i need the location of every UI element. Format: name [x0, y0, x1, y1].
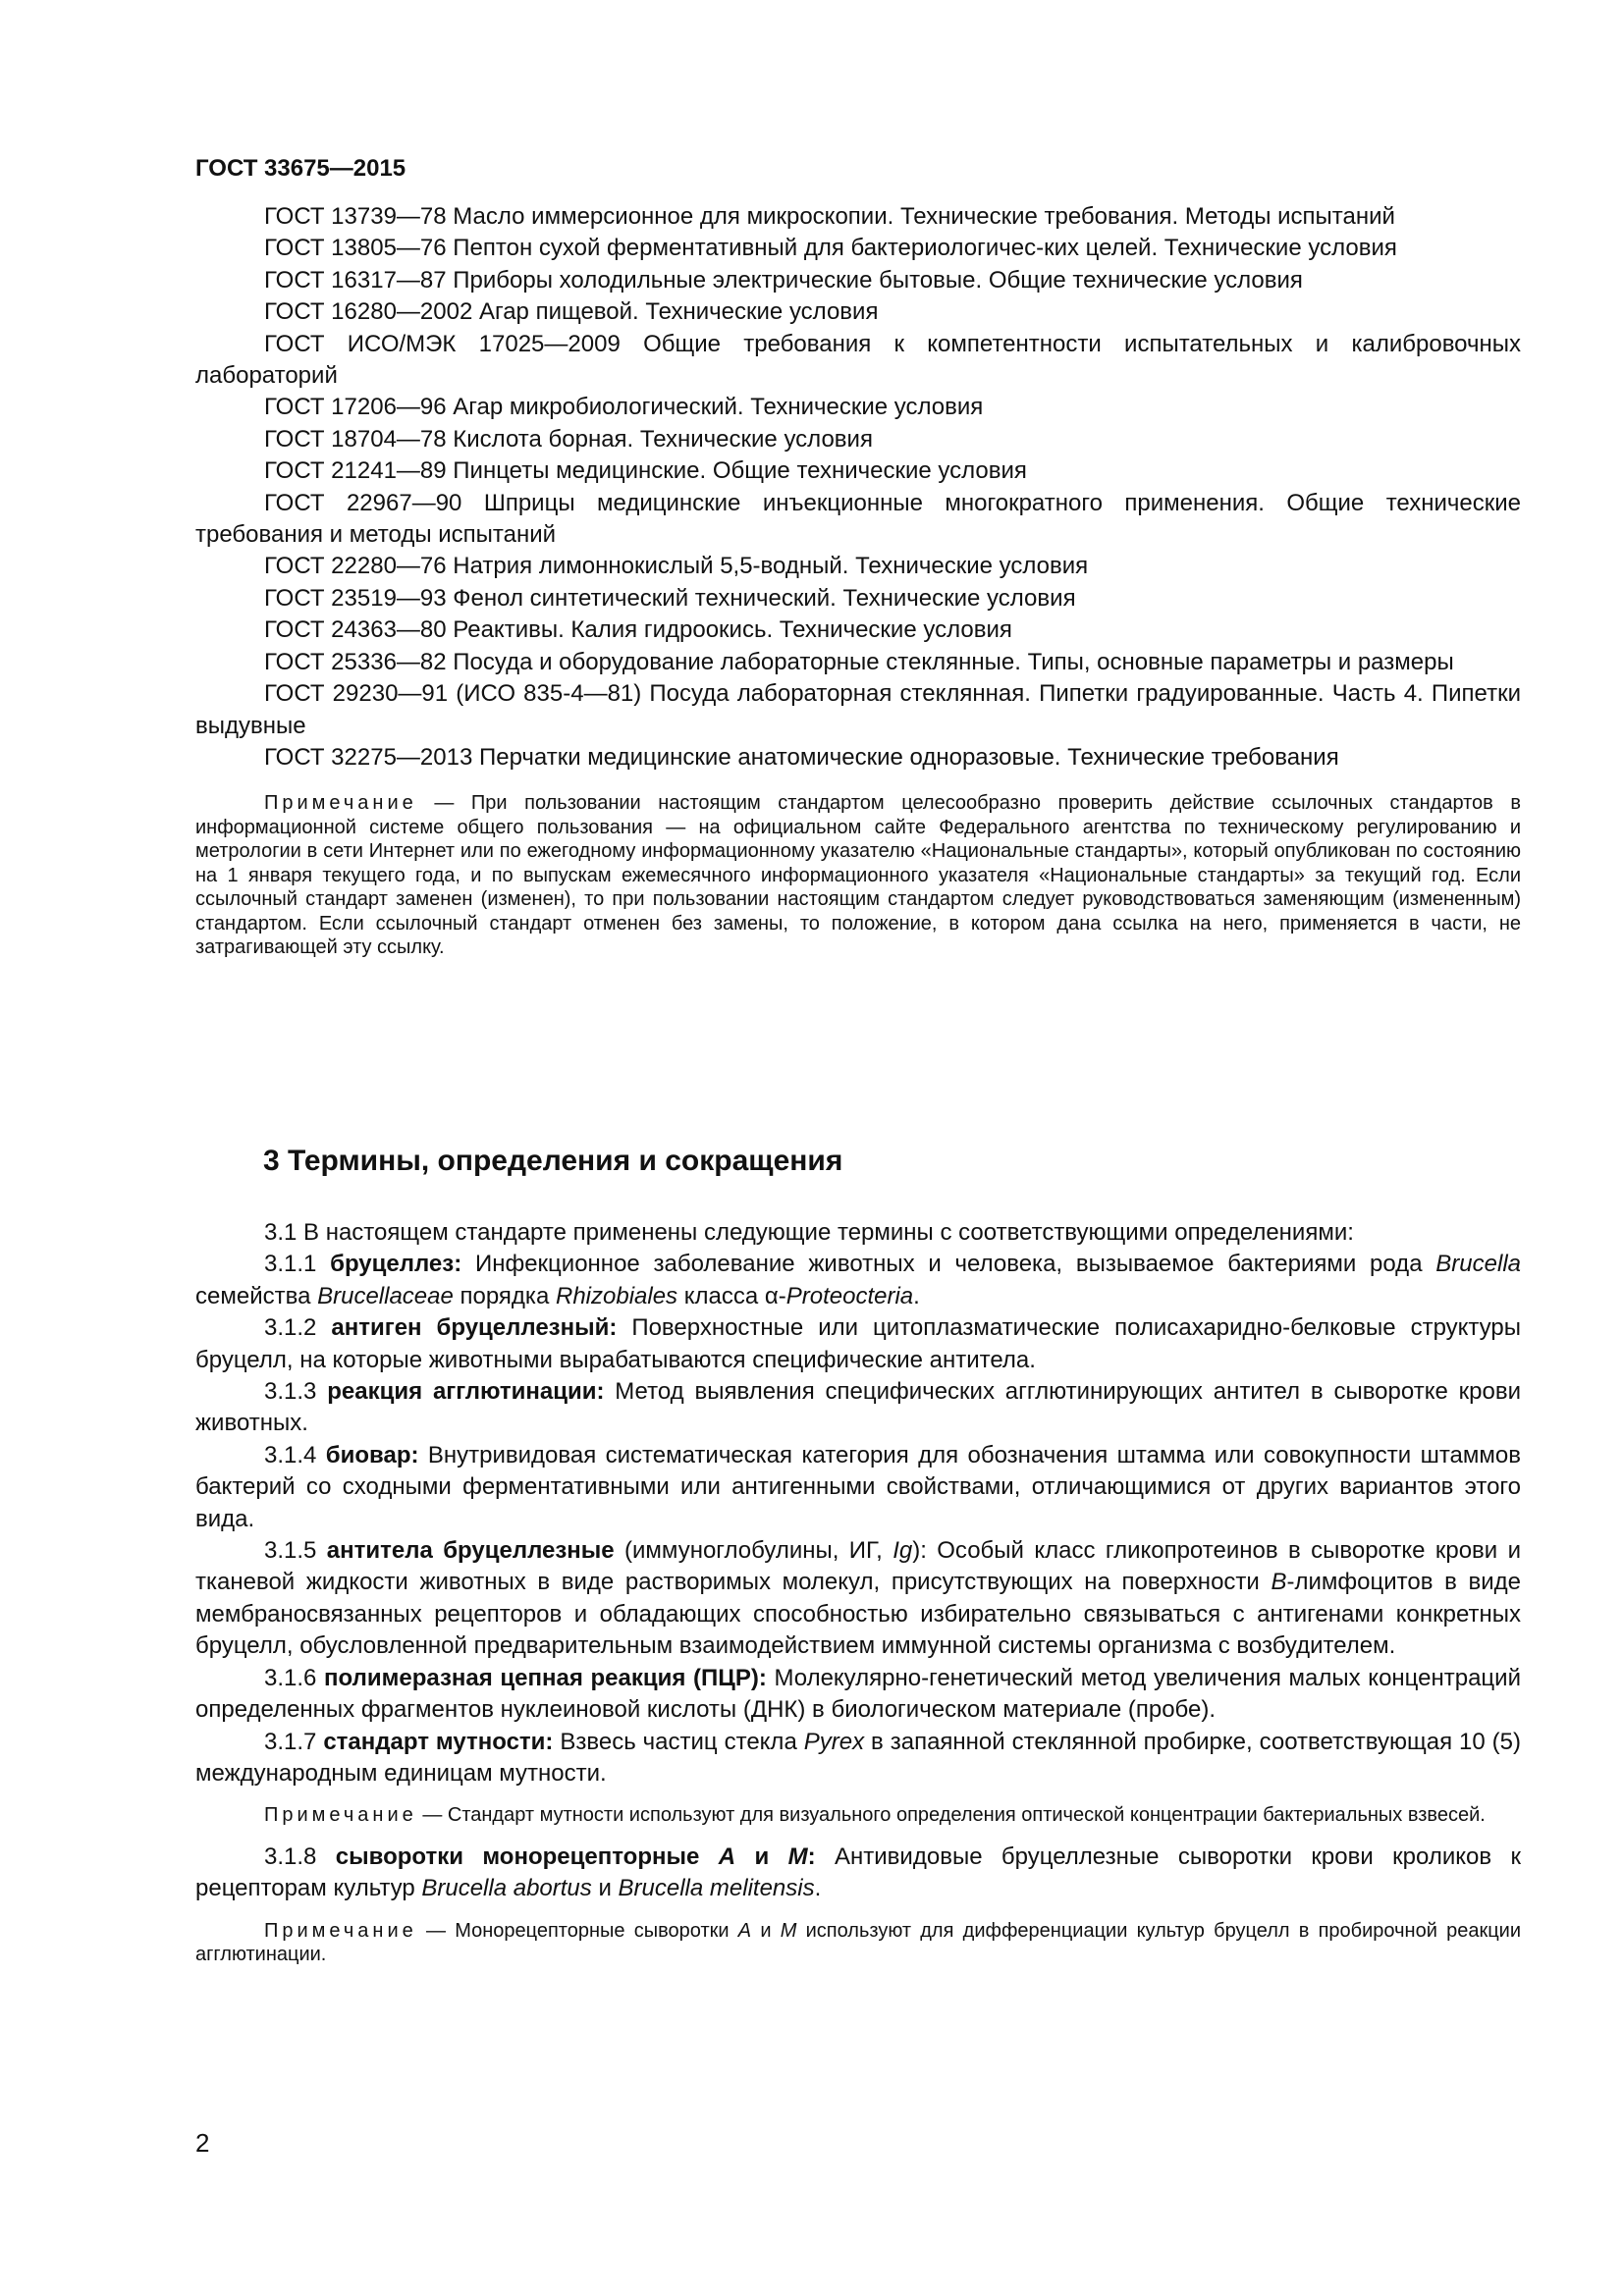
- definitions: [195, 1217, 1521, 1967]
- note-references: [195, 791, 1521, 960]
- note-text: и: [751, 1919, 781, 1942]
- definition-text: Поверхностные или цитоплазматические полисахаридно-белковые структуры бруцелл, на которые животными вырабатываются специфические антитела.: [195, 1314, 1522, 1373]
- note-text: — Стандарт мутности используют для визуального определения оптической концентрации бактериальных взвесей.: [416, 1804, 1486, 1827]
- definition-3-1-7: [195, 1727, 1521, 1790]
- normative-references: [195, 201, 1521, 960]
- definition-text: .: [913, 1282, 920, 1309]
- definition-3-1-6: [195, 1663, 1521, 1727]
- ref-item: ГОСТ ИСО/МЭК 17025—2009 Общие требования к компетентности испытательных и калибровочных лабораторий: [195, 330, 1521, 390]
- italic-term: Brucella abortus: [421, 1875, 592, 1902]
- term: антиген бруцеллезный:: [331, 1314, 618, 1342]
- definition-text: .: [814, 1875, 822, 1902]
- ref-item: ГОСТ 18704—78 Кислота борная. Технические условия: [264, 425, 873, 453]
- italic-term: А: [737, 1919, 752, 1942]
- note-text: — При пользовании настоящим стандартом целесообразно проверить действие ссылочных стандартов в информационной системе общего пользования — на официальном сайте Федерального агентства по техническому регулированию и метрологии в сети Интернет или по ежегодному информационному указателю «Национальные стандарты», который опубликован по состоянию на 1 января текущего года, и по выпускам ежемесячного информационного указателя «Национальные стандарты» за текущий год. Если ссылочный стандарт заменен (изменен), то при пользовании настоящим стандартом следует руководствоваться заменяющим (измененным) стандартом. Если ссылочный стандарт отменен без замены, то положение, в котором дана ссылка на него, применяется в части, не затрагивающей эту ссылку.: [195, 792, 1521, 959]
- term: [336, 1843, 816, 1870]
- note-label: Примечание: [264, 1804, 417, 1827]
- clause-number: 3.1.6: [264, 1664, 325, 1691]
- definition-text: семейства: [195, 1282, 318, 1309]
- definition-text: и: [591, 1875, 619, 1902]
- note-monoreceptor: [195, 1919, 1521, 1967]
- ref-item: ГОСТ 16317—87 Приборы холодильные электрические бытовые. Общие технические условия: [264, 266, 1303, 294]
- definition-text: Антивидовые бруцеллезные сыворотки крови кроликов к рецепторам культур: [195, 1842, 1522, 1902]
- document-header: ГОСТ 33675—2015: [195, 155, 406, 182]
- definition-text: Взвесь частиц стекла: [553, 1728, 804, 1755]
- note-label: Примечание: [264, 1919, 417, 1942]
- ref-item: ГОСТ 29230—91 (ИСО 835-4—81) Посуда лабораторная стеклянная. Пипетки градуированные. Часть 4. Пипетки выдувные: [195, 680, 1521, 739]
- page-number: 2: [195, 2128, 210, 2158]
- clause-number: 3.1.2: [264, 1314, 332, 1342]
- definition-text: -лимфоцитов в виде мембраносвязанных рецепторов и обладающих способностью избирательно связываться с антигенами конкретных бруцелл, обусловленной предварительным взаимодействием иммунной системы организма с возбудителем.: [195, 1569, 1522, 1660]
- clause-number: 3.1.5: [264, 1537, 327, 1565]
- italic-term: А: [718, 1842, 736, 1870]
- ref-item: ГОСТ 23519—93 Фенол синтетический технический. Технические условия: [264, 584, 1076, 612]
- ref-item: ГОСТ 25336—82 Посуда и оборудование лабораторные стеклянные. Типы, основные параметры и размеры: [264, 648, 1454, 675]
- clause-number: 3.1.1: [264, 1251, 331, 1278]
- definition-text: в запаянной стеклянной пробирке, соответствующая 10 (5) международным единицам мутности.: [195, 1728, 1522, 1787]
- ref-item: ГОСТ 16280—2002 Агар пищевой. Технические условия: [264, 298, 879, 326]
- italic-term: Rhizobiales: [555, 1282, 678, 1309]
- ref-item: ГОСТ 13805—76 Пептон сухой ферментативный для бактериологичес-ких целей. Технические условия: [264, 235, 1397, 262]
- definition-text: Метод выявления специфических агглютинирующих антител в сыворотке крови животных.: [195, 1378, 1522, 1437]
- clause-number: 3.1.7: [264, 1728, 324, 1755]
- definition-text: (иммуноглобулины, ИГ,: [614, 1537, 893, 1565]
- term: биовар:: [325, 1441, 419, 1468]
- ref-item: ГОСТ 13739—78 Масло иммерсионное для микроскопии. Технические требования. Методы испытаний: [264, 203, 1395, 230]
- definition-3-1-2: [195, 1312, 1521, 1376]
- definition-text: Внутривидовая систематическая категория для обозначения штамма или совокупности штаммов бактерий со сходными ферментативными или антигенными свойствами, отличающимися от других вариантов этого вида.: [195, 1441, 1522, 1532]
- term-part: сыворотки монорецепторные: [335, 1842, 719, 1870]
- ref-item: ГОСТ 21241—89 Пинцеты медицинские. Общие технические условия: [264, 457, 1027, 485]
- ref-item: ГОСТ 32275—2013 Перчатки медицинские анатомические одноразовые. Технические требования: [264, 743, 1339, 771]
- definition-text: порядка: [453, 1282, 556, 1309]
- italic-term: Brucella melitensis: [618, 1875, 815, 1902]
- definition-3-1-4: [195, 1440, 1521, 1535]
- term-part: :: [807, 1842, 816, 1870]
- definition-3-1-1: [195, 1249, 1521, 1312]
- section-title: 3 Термины, определения и сокращения: [263, 1145, 843, 1177]
- ref-item: ГОСТ 17206—96 Агар микробиологический. Технические условия: [264, 394, 984, 421]
- note-text: — Монорецепторные сыворотки: [416, 1919, 738, 1942]
- term: реакция агглютинации:: [327, 1378, 605, 1406]
- definition-3-1-8: [195, 1842, 1521, 1905]
- definition-text: класса α-: [677, 1282, 786, 1309]
- clause-number: 3.1.4: [264, 1441, 326, 1468]
- term: антитела бруцеллезные: [326, 1537, 615, 1565]
- italic-term: М: [787, 1842, 808, 1870]
- italic-term: Brucellaceae: [317, 1282, 454, 1309]
- ref-item: ГОСТ 22967—90 Шприцы медицинские инъекционные многократного применения. Общие технические требования и методы испытаний: [195, 489, 1521, 549]
- ref-item: ГОСТ 22280—76 Натрия лимоннокислый 5,5-водный. Технические условия: [264, 553, 1089, 580]
- definition-3-1-3: [195, 1376, 1521, 1440]
- term: бруцеллез:: [330, 1251, 462, 1278]
- italic-term: Pyrex: [803, 1728, 865, 1755]
- term-part: и: [735, 1842, 788, 1870]
- italic-term: В: [1271, 1569, 1287, 1596]
- clause-number: 3.1.3: [264, 1378, 328, 1406]
- note-text: используют для дифференциации культур бруцелл в пробирочной реакции агглютинации.: [195, 1919, 1521, 1966]
- note-label: Примечание: [264, 792, 417, 815]
- italic-term: Proteocteria: [785, 1282, 914, 1309]
- definition-3-1-5: [195, 1535, 1521, 1663]
- definition-text: Инфекционное заболевание животных и человека, вызываемое бактериями рода: [461, 1251, 1436, 1278]
- italic-term: Brucella: [1435, 1251, 1522, 1278]
- clause-number: 3.1.8: [264, 1842, 336, 1870]
- definition-text: ): Особый класс гликопротеинов в сыворотке крови и тканевой жидкости животных в виде растворимых молекул, присутствующих на поверхности: [195, 1537, 1522, 1596]
- term: стандарт мутности:: [323, 1728, 554, 1755]
- italic-term: Ig: [893, 1537, 913, 1565]
- ref-item: ГОСТ 24363—80 Реактивы. Калия гидроокись. Технические условия: [264, 616, 1012, 644]
- italic-term: М: [780, 1919, 797, 1942]
- clause-3-1: 3.1 В настоящем стандарте применены следующие термины с соответствующими определениями:: [264, 1219, 1354, 1246]
- term: полимеразная цепная реакция (ПЦР):: [324, 1664, 767, 1691]
- note-turbidity: [195, 1803, 1521, 1828]
- definition-text: Молекулярно-генетический метод увеличения малых концентраций определенных фрагментов нуклеиновой кислоты (ДНК) в биологическом материале (пробе).: [195, 1664, 1521, 1724]
